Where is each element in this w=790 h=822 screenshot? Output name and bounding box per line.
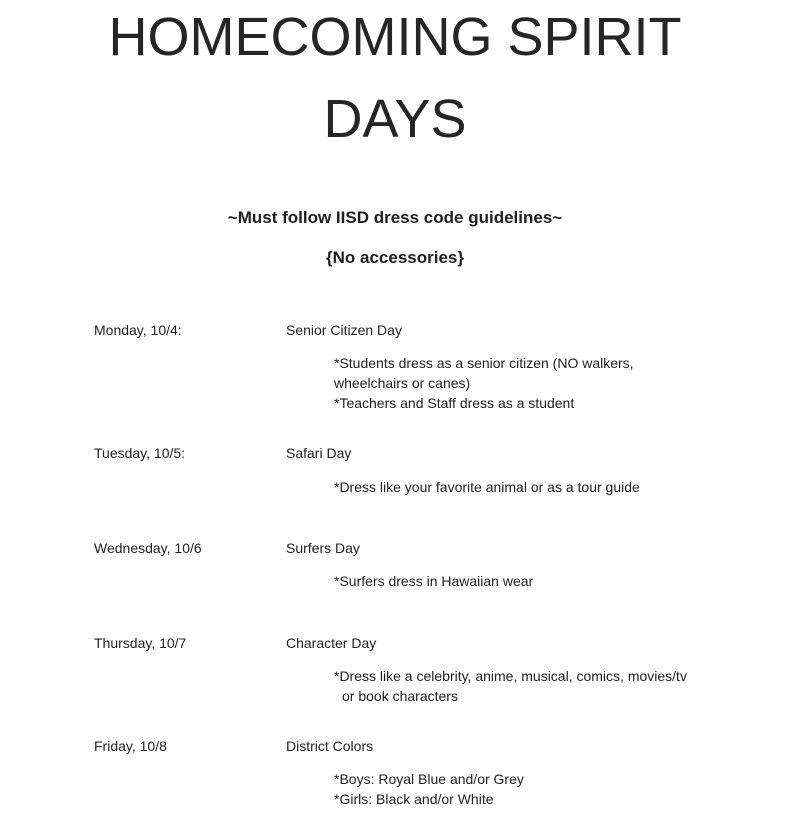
page-title-line-2: DAYS <box>323 89 467 149</box>
detail-line: or book characters <box>342 688 458 704</box>
theme-monday: Senior Citizen Day <box>286 322 402 338</box>
theme-thursday: Character Day <box>286 635 377 651</box>
detail-line: *Teachers and Staff dress as a student <box>334 395 575 411</box>
accessories-note: {No accessories} <box>326 248 464 267</box>
detail-line: *Surfers dress in Hawaiian wear <box>334 573 534 589</box>
day-label-friday: Friday, 10/8 <box>94 738 167 754</box>
detail-line: *Girls: Black and/or White <box>334 791 494 807</box>
detail-line: *Students dress as a senior citizen (NO walkers, <box>334 355 634 371</box>
theme-tuesday: Safari Day <box>286 445 352 461</box>
detail-line: wheelchairs or canes) <box>334 375 471 391</box>
dress-code-note: ~Must follow IISD dress code guidelines~ <box>227 208 563 227</box>
details-friday <box>334 769 524 809</box>
day-label-tuesday: Tuesday, 10/5: <box>94 445 186 461</box>
theme-friday: District Colors <box>286 738 374 754</box>
detail-line: *Dress like your favorite animal or as a tour guide <box>334 479 640 495</box>
day-label-wednesday: Wednesday, 10/6 <box>94 540 202 556</box>
details-monday <box>334 353 634 413</box>
day-label-thursday: Thursday, 10/7 <box>94 635 187 651</box>
detail-line: *Dress like a celebrity, anime, musical, comics, movies/tv <box>334 668 687 684</box>
page-title-line-1: HOMECOMING SPIRIT <box>108 7 682 67</box>
day-label-monday: Monday, 10/4: <box>94 322 182 338</box>
detail-line: *Boys: Royal Blue and/or Grey <box>334 771 524 787</box>
details-thursday <box>334 666 687 706</box>
details-wednesday <box>334 571 533 591</box>
details-tuesday <box>334 477 640 497</box>
theme-wednesday: Surfers Day <box>286 540 360 556</box>
